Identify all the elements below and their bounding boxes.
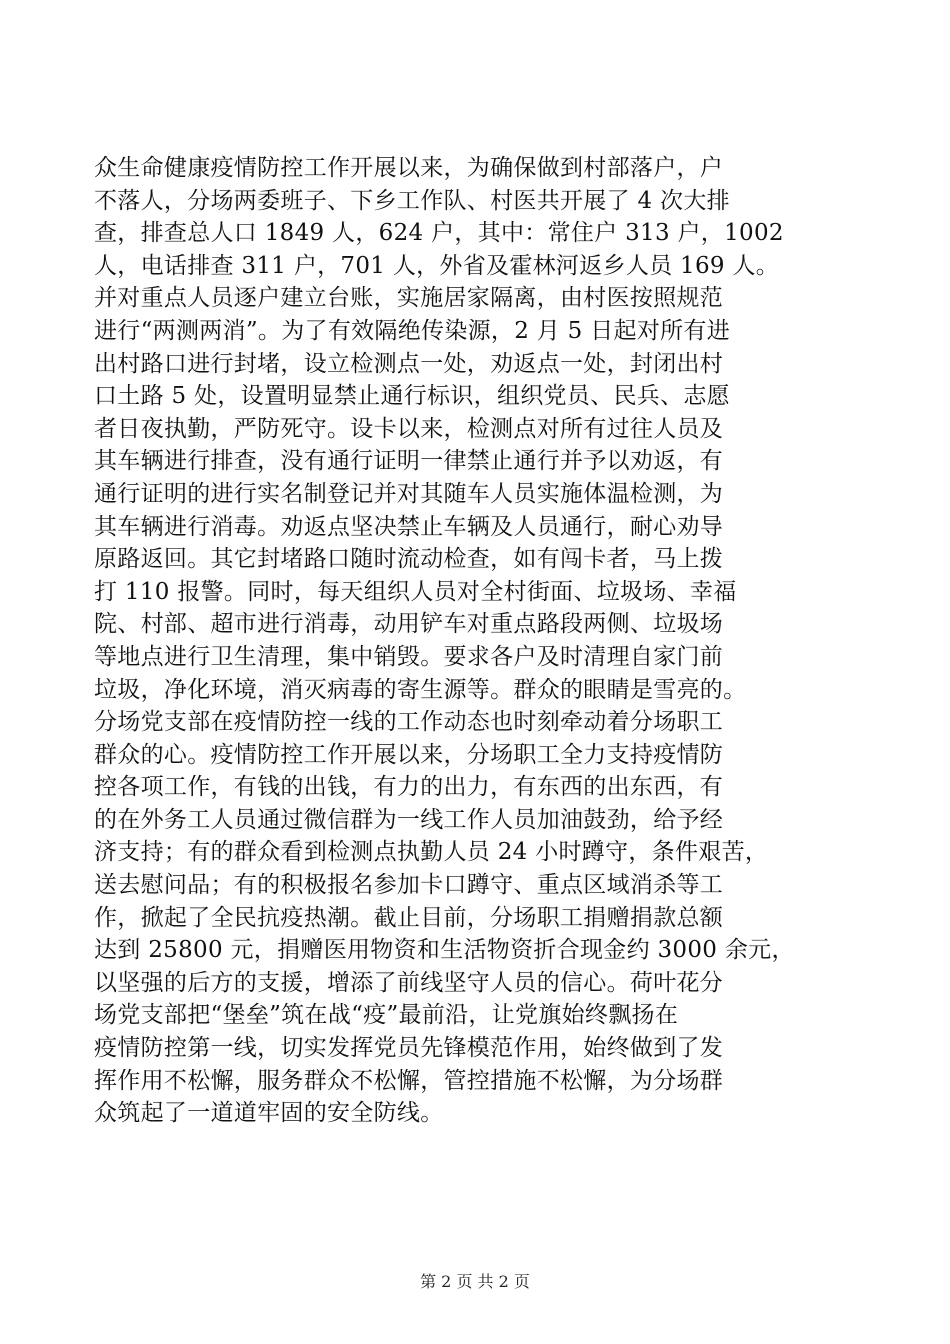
text-line: 不落人，分场两委班子、下乡工作队、村医共开展了 4 次大排 <box>94 187 730 214</box>
text-line: 垃圾，净化环境，消灭病毒的寄生源等。群众的眼睛是雪亮的。 <box>94 676 747 703</box>
text-line: 送去慰问品；有的积极报名参加卡口蹲守、重点区域消杀等工 <box>94 872 724 899</box>
text-line: 的在外务工人员通过微信群为一线工作人员加油鼓劲，给予经 <box>94 806 724 833</box>
text-line: 济支持；有的群众看到检测点执勤人员 24 小时蹲守，条件艰苦， <box>94 839 769 866</box>
text-line: 达到 25800 元，捐赠医用物资和生活物资折合现金约 3000 余元， <box>94 937 795 964</box>
text-line: 原路返回。其它封堵路口随时流动检查，如有闯卡者，马上拨 <box>94 546 724 573</box>
text-line: 群众的心。疫情防控工作开展以来，分场职工全力支持疫情防 <box>94 741 724 768</box>
text-line: 并对重点人员逐户建立台账，实施居家隔离，由村医按照规范 <box>94 285 724 312</box>
text-line: 口土路 5 处，设置明显禁止通行标识，组织党员、民兵、志愿 <box>94 383 730 410</box>
text-line: 等地点进行卫生清理，集中销毁。要求各户及时清理自家门前 <box>94 643 724 670</box>
body-paragraph <box>94 152 864 1130</box>
text-line: 分场党支部在疫情防控一线的工作动态也时刻牵动着分场职工 <box>94 709 724 736</box>
text-line: 作，掀起了全民抗疫热潮。截止目前，分场职工捐赠捐款总额 <box>94 904 724 931</box>
text-line: 者日夜执勤，严防死守。设卡以来，检测点对所有过往人员及 <box>94 415 724 442</box>
text-line: 出村路口进行封堵，设立检测点一处，劝返点一处，封闭出村 <box>94 350 724 377</box>
text-line: 控各项工作，有钱的出钱，有力的出力，有东西的出东西，有 <box>94 774 724 801</box>
text-line: 人，电话排查 311 户，701 人，外省及霍林河返乡人员 169 人。 <box>94 252 780 279</box>
text-line: 场党支部把“堡垒”筑在战“疫”最前沿，让党旗始终飘扬在 <box>94 1002 679 1029</box>
text-line: 挥作用不松懈，服务群众不松懈，管控措施不松懈，为分场群 <box>94 1067 724 1094</box>
text-line: 众筑起了一道道牢固的安全防线。 <box>94 1100 444 1127</box>
text-line: 其车辆进行排查，没有通行证明一律禁止通行并予以劝返，有 <box>94 448 724 475</box>
text-line: 进行“两测两消”。为了有效隔绝传染源，2 月 5 日起对所有进 <box>94 317 731 344</box>
text-line: 打 110 报警。同时，每天组织人员对全村街面、垃圾场、幸福 <box>94 578 737 605</box>
text-line: 院、村部、超市进行消毒，动用铲车对重点路段两侧、垃圾场 <box>94 611 724 638</box>
page-footer: 第 2 页 共 2 页 <box>420 1272 530 1291</box>
text-line: 众生命健康疫情防控工作开展以来，为确保做到村部落户，户 <box>94 155 724 181</box>
text-line: 其车辆进行消毒。劝返点坚决禁止车辆及人员通行，耐心劝导 <box>94 513 724 540</box>
text-line: 查，排查总人口 1849 人，624 户，其中：常住户 313 户，1002 <box>94 220 784 247</box>
text-line: 以坚强的后方的支援，增添了前线坚守人员的信心。荷叶花分 <box>94 969 724 996</box>
text-line: 通行证明的进行实名制登记并对其随车人员实施体温检测，为 <box>94 480 724 507</box>
text-line: 疫情防控第一线，切实发挥党员先锋模范作用，始终做到了发 <box>94 1035 724 1062</box>
